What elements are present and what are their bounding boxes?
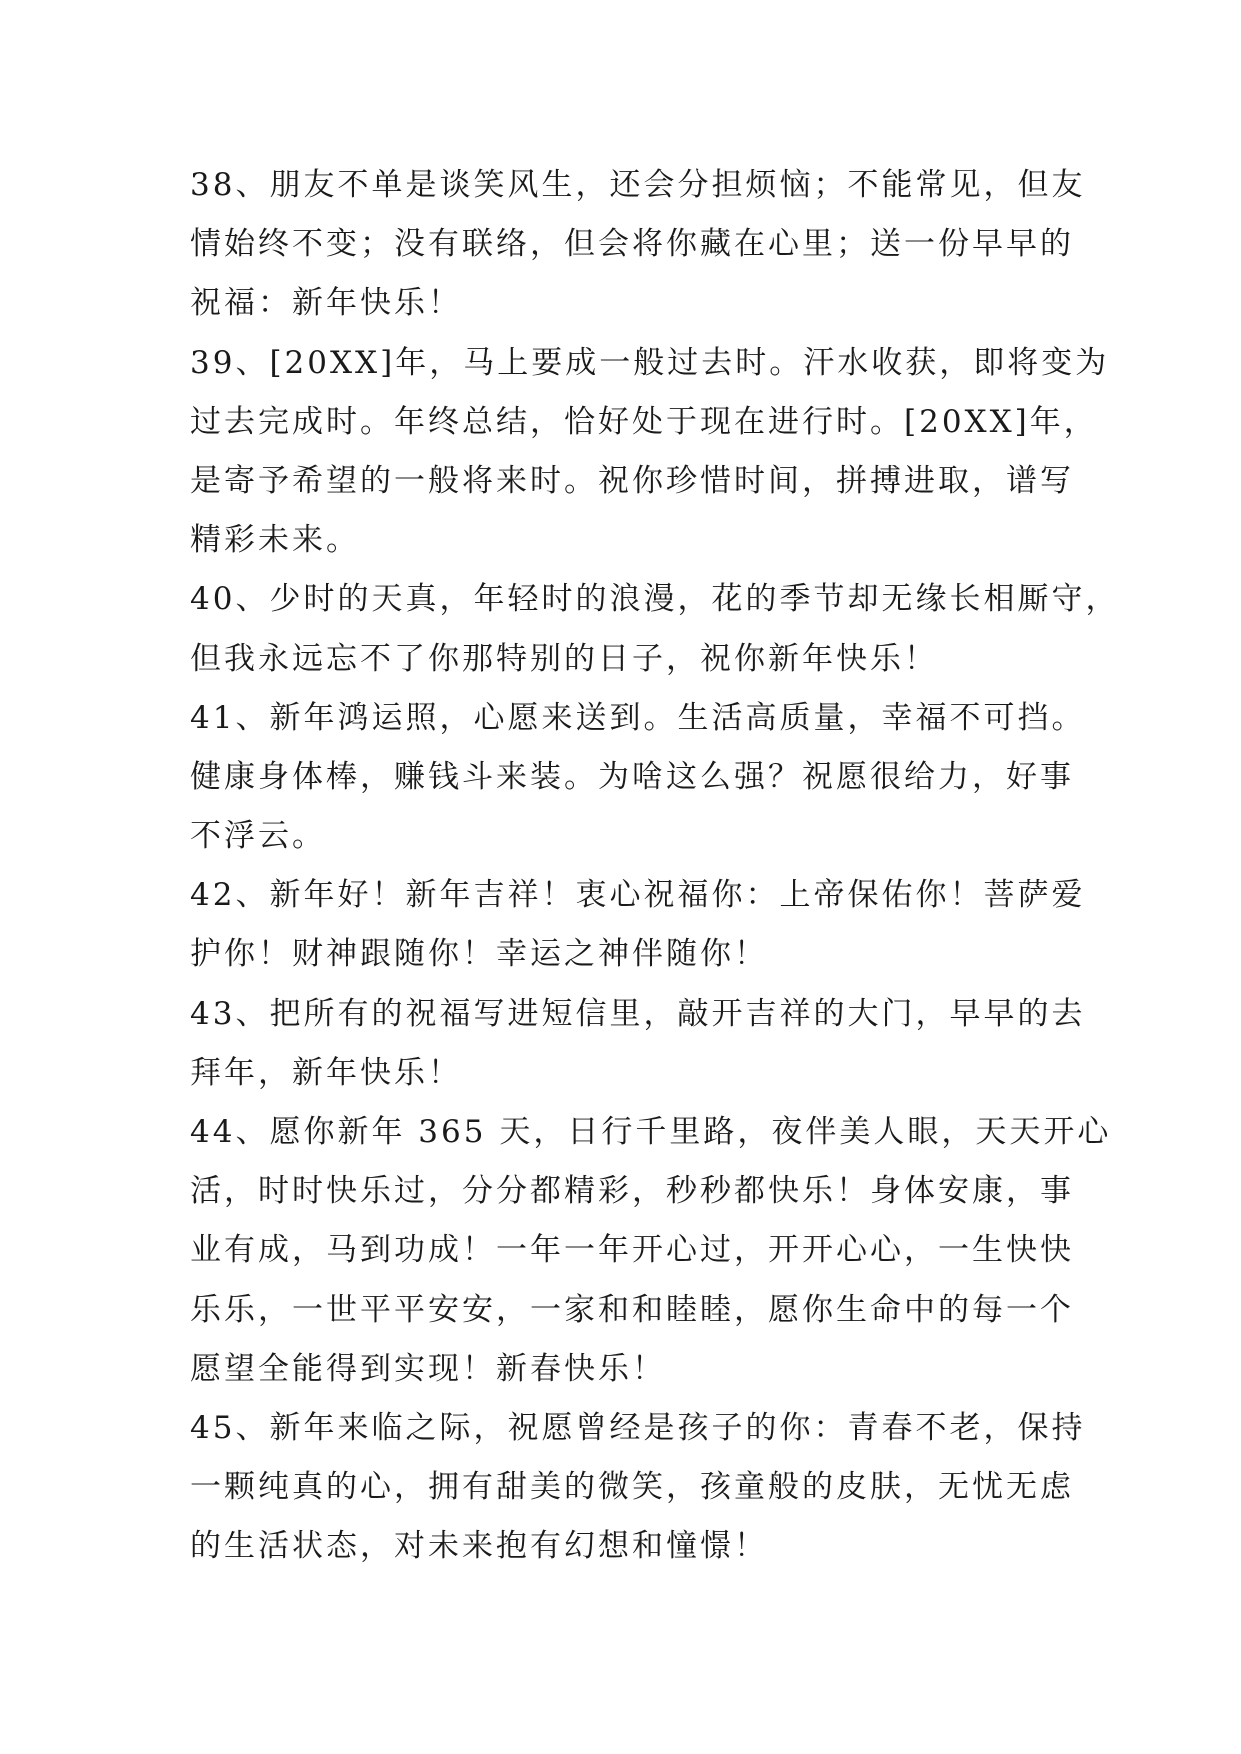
text-line: 活，时时快乐过，分分都精彩，秒秒都快乐！身体安康，事 bbox=[190, 1173, 1074, 1210]
paragraph-44 bbox=[190, 1103, 1112, 1399]
text-line: 44、愿你新年 365 天，日行千里路，夜伴美人眼，天天开心 bbox=[190, 1114, 1112, 1150]
text-line: 祝福：新年快乐！ bbox=[190, 285, 462, 322]
text-line: 业有成，马到功成！一年一年开心过，开开心心，一生快快 bbox=[190, 1232, 1074, 1269]
text-line: 的生活状态，对未来抱有幻想和憧憬！ bbox=[190, 1528, 768, 1565]
paragraph-41 bbox=[190, 689, 1086, 867]
text-line: 健康身体棒，赚钱斗来装。为啥这么强？祝愿很给力，好事 bbox=[190, 758, 1074, 795]
paragraph-38 bbox=[190, 156, 1086, 334]
text-line: 39、[20XX]年，马上要成一般过去时。汗水收获，即将变为 bbox=[190, 344, 1110, 381]
text-line: 拜年，新年快乐！ bbox=[190, 1054, 462, 1091]
text-line: 过去完成时。年终总结，恰好处于现在进行时。[20XX]年， bbox=[190, 403, 1098, 440]
text-line: 不浮云。 bbox=[190, 818, 326, 855]
text-line: 护你！财神跟随你！幸运之神伴随你！ bbox=[190, 936, 768, 973]
paragraph-40 bbox=[190, 570, 1120, 688]
text-line: 是寄予希望的一般将来时。祝你珍惜时间，拼搏进取，谱写 bbox=[190, 462, 1074, 499]
document-body bbox=[190, 156, 1120, 1577]
text-line: 45、新年来临之际，祝愿曾经是孩子的你：青春不老，保持 bbox=[190, 1409, 1086, 1446]
text-line: 41、新年鸿运照，心愿来送到。生活高质量，幸福不可挡。 bbox=[190, 699, 1086, 736]
text-line: 一颗纯真的心，拥有甜美的微笑，孩童般的皮肤，无忧无虑 bbox=[190, 1469, 1074, 1506]
text-line: 43、把所有的祝福写进短信里，敲开吉祥的大门，早早的去 bbox=[190, 995, 1086, 1032]
text-line: 38、朋友不单是谈笑风生，还会分担烦恼；不能常见，但友 bbox=[190, 167, 1086, 203]
paragraph-39 bbox=[190, 334, 1110, 571]
text-line: 40、少时的天真，年轻时的浪漫，花的季节却无缘长相厮守， bbox=[190, 581, 1120, 618]
text-line: 乐乐，一世平平安安，一家和和睦睦，愿你生命中的每一个 bbox=[190, 1291, 1074, 1328]
text-line: 42、新年好！新年吉祥！衷心祝福你：上帝保佑你！菩萨爱 bbox=[190, 877, 1086, 914]
paragraph-42 bbox=[190, 866, 1086, 984]
paragraph-43 bbox=[190, 985, 1086, 1103]
text-line: 但我永远忘不了你那特别的日子，祝你新年快乐！ bbox=[190, 640, 938, 677]
text-line: 精彩未来。 bbox=[190, 522, 360, 559]
text-line: 愿望全能得到实现！新春快乐！ bbox=[190, 1350, 666, 1387]
text-line: 情始终不变；没有联络，但会将你藏在心里；送一份早早的 bbox=[190, 226, 1074, 263]
paragraph-45 bbox=[190, 1399, 1086, 1577]
